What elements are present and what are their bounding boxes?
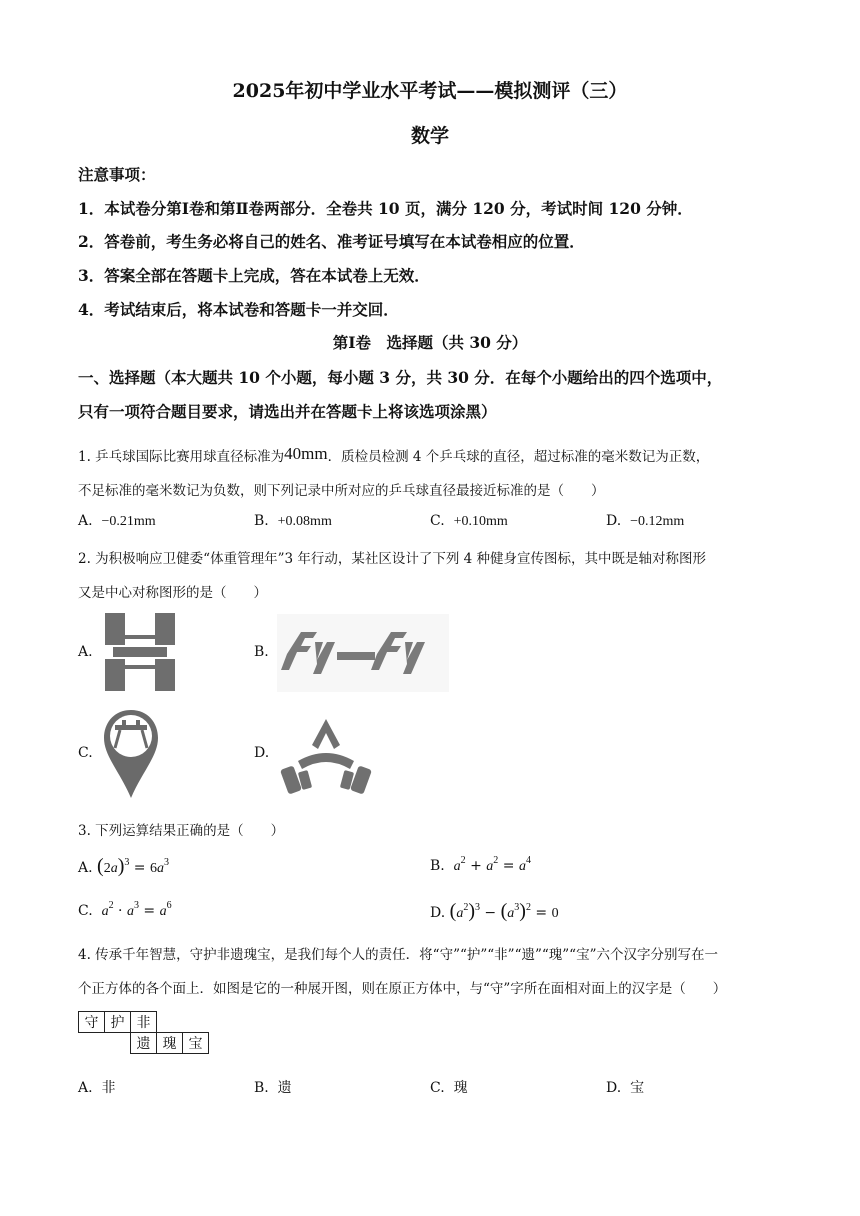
q3-option-a[interactable]: A. $(2a)^3 = 6a^3$ [78,855,169,877]
q1-option-c[interactable]: C. +0.10mm [430,513,508,529]
q1-option-b[interactable]: B. +0.08mm [254,513,332,529]
q2-icon-a-h-shape [103,611,177,693]
note-item-2: 2．答卷前，考生务必将自己的姓名、准考证号填写在本试卷相应的位置． [78,232,585,251]
net-cell: 宝 [183,1033,209,1054]
q2-icon-b-fitness-script [277,614,449,692]
q3-option-d[interactable]: D. $(a^2)^3 - (a^3)^2 = 0$ [430,900,559,922]
cube-net-diagram [78,1011,209,1054]
q4-stem-line2: 个正方体的各个面上．如图是它的一种展开图，则在原正方体中，与“守”字所在面相对面上的汉字是（ ） [78,981,727,997]
note-item-1: 1．本试卷分第Ⅰ卷和第Ⅱ卷两部分．全卷共 10 页，满分 120 分，考试时间 120 分钟． [78,199,693,218]
net-cell: 遗 [131,1033,157,1054]
net-cell: 瑰 [157,1033,183,1054]
net-cell: 守 [79,1012,105,1033]
q2-icon-d-figure [278,715,374,797]
q1-stem-line1: 1. 乒乓球国际比赛用球直径标准为40mm．质检员检测 4 个乒乓球的直径，超过标准的毫米数记为正数， [78,444,710,465]
q2-option-d-label[interactable]: D. [254,745,270,761]
section-title: 第Ⅰ卷 选择题（共 30 分） [332,333,528,352]
subject-title: 数学 [410,125,449,147]
net-cell: 非 [131,1012,157,1033]
q3-option-b[interactable]: B. $a^2 + a^2 = a^4$ [430,855,531,874]
q4-option-a[interactable]: A. 非 [78,1080,116,1096]
note-item-3: 3．答案全部在答题卡上完成，答在本试卷上无效． [78,266,430,285]
q4-option-d[interactable]: D. 宝 [606,1080,645,1096]
q1-option-d[interactable]: D. −0.12mm [606,513,685,529]
q2-icon-c-location-pin [100,706,162,802]
q4-option-b[interactable]: B. 遗 [254,1080,292,1096]
section-instruction-1: 一、选择题（本大题共 10 个小题，每小题 3 分，共 30 分．在每个小题给出的四个选项中， [78,368,723,387]
q2-option-a-label[interactable]: A. [78,644,93,660]
q4-option-c[interactable]: C. 瑰 [430,1080,468,1096]
q4-stem-line1: 4. 传承千年智慧，守护非遗瑰宝，是我们每个人的责任．将“守”“护”“非”“遗”“瑰”“宝”六个汉字分别写在一 [78,947,718,963]
q3-option-c[interactable]: C. $a^2 \cdot a^3 = a^6$ [78,900,172,919]
q1-option-a[interactable]: A. −0.21mm [78,513,156,529]
q2-option-c-label[interactable]: C. [78,745,93,761]
exam-title: 2025年初中学业水平考试——模拟测评（三） [232,80,628,102]
section-instruction-2: 只有一项符合题目要求，请选出并在答题卡上将该选项涂黑） [78,402,497,421]
q3-stem: 3. 下列运算结果正确的是（ ） [78,823,285,839]
q1-stem-line2: 不足标准的毫米数记为负数，则下列记录中所对应的乒乓球直径最接近标准的是（ ） [78,483,605,499]
net-cell: 护 [105,1012,131,1033]
q2-option-b-label[interactable]: B. [254,644,269,660]
notes-heading: 注意事项： [78,165,156,184]
q2-stem-line2: 又是中心对称图形的是（ ） [78,585,267,601]
q2-stem-line1: 2. 为积极响应卫健委“体重管理年”3 年行动，某社区设计了下列 4 种健身宣传图标，其中既是轴对称图形 [78,551,707,567]
note-item-4: 4．考试结束后，将本试卷和答题卡一并交回． [78,300,399,319]
